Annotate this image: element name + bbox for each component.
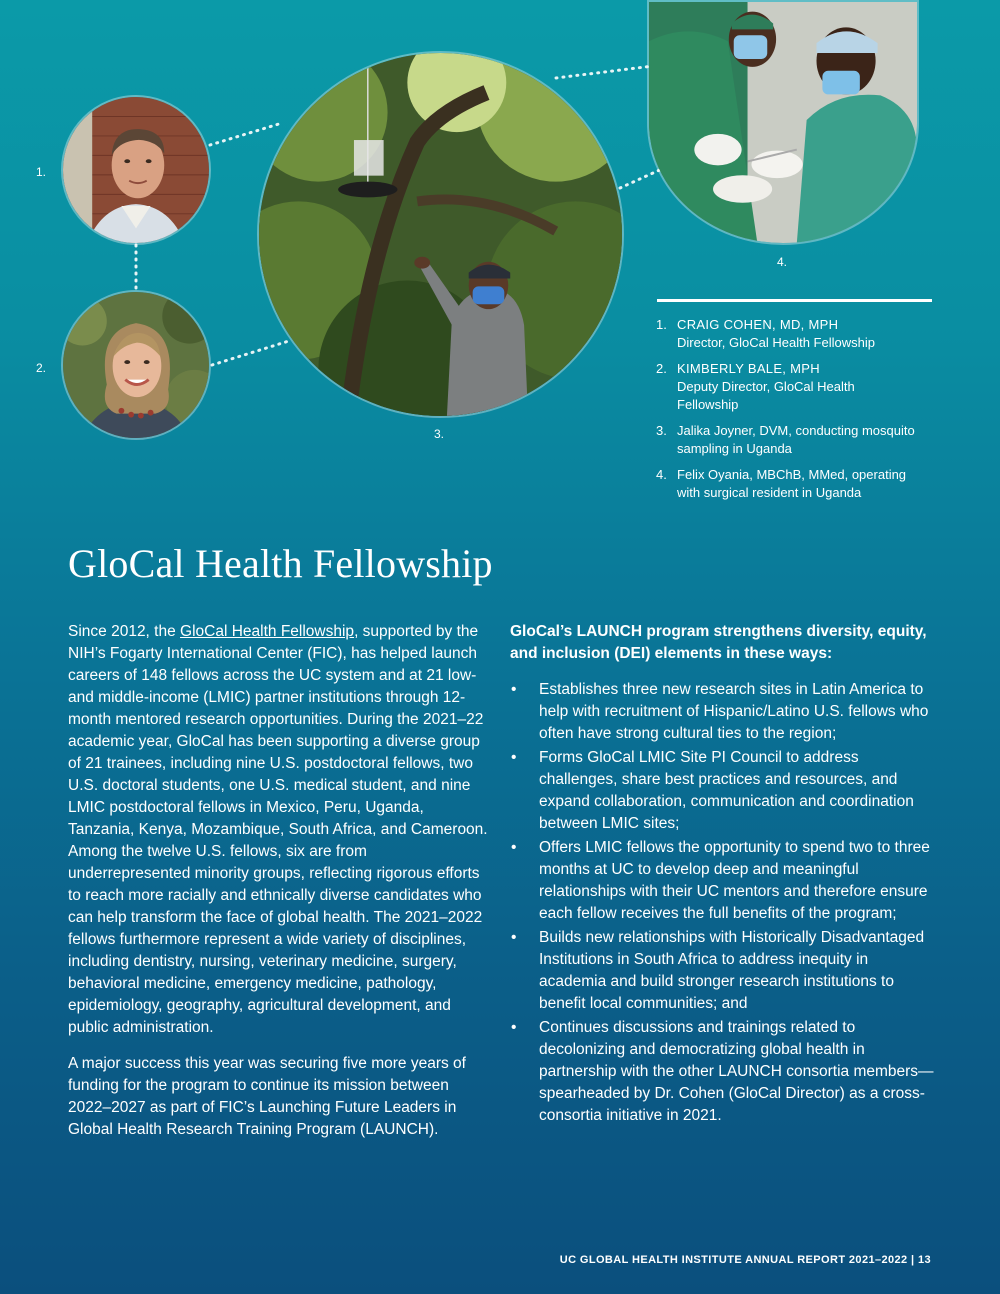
caption-text: Felix Oyania, MBChB, MMed, operating with surgical resident in Uganda bbox=[677, 467, 907, 500]
list-item-text: Forms GloCal LMIC Site PI Council to address challenges, share best practices and resources, and expand collaboration, communication and coordination between LMIC sites; bbox=[539, 749, 914, 832]
glocal-fellowship-link[interactable]: GloCal Health Fellowship bbox=[180, 623, 355, 640]
caption-4 bbox=[656, 466, 946, 502]
intro-text-start: Since 2012, the bbox=[68, 623, 181, 640]
dei-list bbox=[510, 679, 935, 1127]
bullet-icon: • bbox=[511, 1019, 517, 1036]
intro-text-rest: , supported by the NIH’s Fogarty International Center (FIC), has helped launch careers of 148 fellows across the UC system and at 21 low- and middle-income (LMIC) partner institutions through 12-month mentored research opportunities. During the 2021–22 academic year, GloCal has been supporting a diverse group of 21 trainees, including nine U.S. postdoctoral fellows, two U.S. doctoral students, one U.S. medical student, and nine LMIC postdoctoral fellows in Mexico, Peru, Uganda, Tanzania, Kenya, Mozambique, South Africa, and Cameroon. Among the twelve U.S. fellows, six are from underrepresented minority groups, reflecting rigorous efforts to reach more racially and ethnically diverse candidates who can help transform the face of global health. The 2021–2022 fellows furthermore represent a wide variety of disciplines, including dentistry, nursing, veterinary medicine, surgery, behavioral medicine, emergency medicine, pathology, epidemiology, geography, agricultural development, and public administration. bbox=[68, 623, 488, 1036]
bullet-icon: • bbox=[511, 839, 517, 856]
caption-divider bbox=[657, 299, 932, 302]
bullet-icon: • bbox=[511, 929, 517, 946]
caption-name: CRAIG COHEN, MD, MPH bbox=[677, 317, 839, 332]
right-column bbox=[510, 621, 935, 1129]
photo-craig-cohen bbox=[61, 95, 211, 245]
caption-role: Deputy Director, GloCal Health Fellowship bbox=[677, 379, 855, 412]
caption-number: 3. bbox=[656, 423, 667, 438]
photo-kimberly-bale bbox=[61, 290, 211, 440]
list-item bbox=[510, 927, 935, 1015]
list-item-text: Continues discussions and trainings related to decolonizing and democratizing global health in partnership with the other LAUNCH consortia members—spearheaded by Dr. Cohen (GloCal Director) as a cross-consortia initiative in 2021. bbox=[539, 1019, 934, 1124]
caption-2 bbox=[656, 360, 946, 414]
list-item bbox=[510, 747, 935, 835]
caption-text: Jalika Joyner, DVM, conducting mosquito sampling in Uganda bbox=[677, 423, 915, 456]
funding-paragraph: A major success this year was securing five more years of funding for the program to continue its mission between 2022–2027 as part of FIC’s Launching Future Leaders in Global Health Research Training Program (LAUNCH). bbox=[68, 1055, 466, 1138]
photo-surgery-uganda bbox=[647, 0, 919, 245]
photo-label-2: 2. bbox=[36, 361, 47, 375]
bullet-icon: • bbox=[511, 681, 517, 698]
list-item bbox=[510, 837, 935, 925]
launch-lead: GloCal’s LAUNCH program strengthens diversity, equity, and inclusion (DEI) elements in these ways: bbox=[510, 623, 927, 662]
photo-label-3: 3. bbox=[434, 427, 445, 441]
caption-number: 2. bbox=[656, 361, 667, 376]
bullet-icon: • bbox=[511, 749, 517, 766]
photo-captions bbox=[656, 316, 946, 510]
page-footer: UC GLOBAL HEALTH INSTITUTE ANNUAL REPORT 2021–2022 | 13 bbox=[559, 1254, 931, 1266]
list-item bbox=[510, 1017, 935, 1127]
photo-mosquito-sampling bbox=[257, 51, 624, 418]
list-item-text: Offers LMIC fellows the opportunity to spend two to three months at UC to develop deep and meaningful relationships with their UC mentors and therefore ensure each fellow receives the full benefits of the program; bbox=[539, 839, 930, 922]
caption-number: 4. bbox=[656, 467, 667, 482]
page-title: GloCal Health Fellowship bbox=[68, 541, 493, 586]
photo-label-1: 1. bbox=[36, 165, 47, 179]
caption-1 bbox=[656, 316, 946, 352]
photo-label-4: 4. bbox=[777, 255, 788, 269]
caption-3 bbox=[656, 422, 946, 458]
caption-role: Director, GloCal Health Fellowship bbox=[677, 335, 875, 350]
list-item bbox=[510, 679, 935, 745]
intro-paragraph bbox=[68, 621, 488, 1039]
left-column bbox=[68, 621, 488, 1155]
list-item-text: Establishes three new research sites in Latin America to help with recruitment of Hispanic/Latino U.S. fellows who often have strong cultural ties to the region; bbox=[539, 681, 929, 742]
caption-number: 1. bbox=[656, 317, 667, 332]
caption-name: KIMBERLY BALE, MPH bbox=[677, 361, 820, 376]
list-item-text: Builds new relationships with Historically Disadvantaged Institutions in South Africa to address inequity in academia and build stronger research institutions to benefit local communities; and bbox=[539, 929, 925, 1012]
